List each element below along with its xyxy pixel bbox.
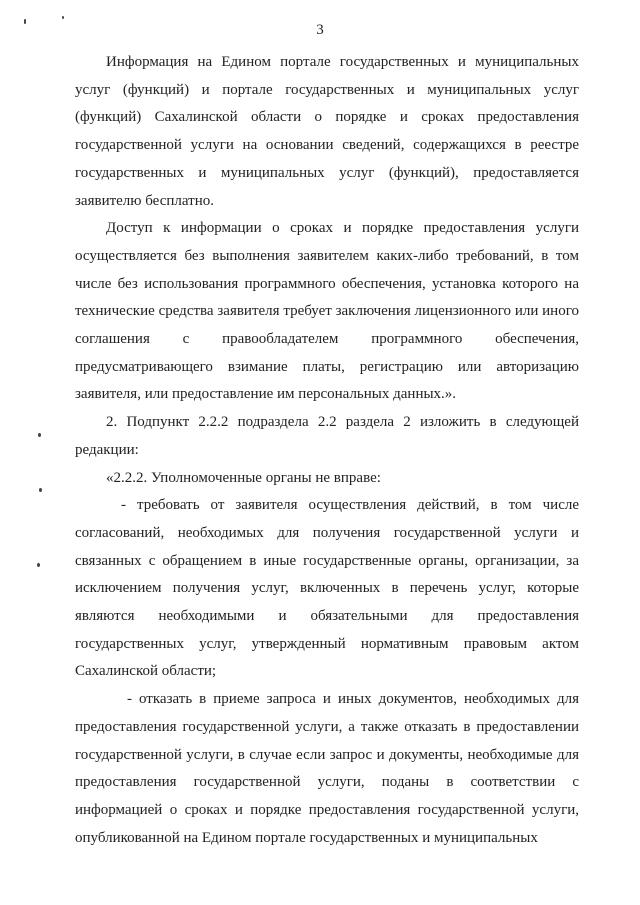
- scan-speck: [39, 488, 42, 492]
- scan-speck: [62, 16, 64, 19]
- paragraph-bullet-refuse: - отказать в приеме запроса и иных документов, необходимых для предоставления государственной услуги, а также отказать в предоставлении государственной услуги, в случае если запрос и документы, необходимые для предоставления государственной услуги, поданы в соответствии с информацией о сроках и порядке предоставления государственной услуги, опубликованной на Едином портале государственных и муниципальных: [75, 691, 579, 846]
- paragraph-subitem-amendment: 2. Подпункт 2.2.2 подраздела 2.2 раздела 2 изложить в следующей редакции:: [75, 414, 579, 458]
- paragraph-clause-heading: «2.2.2. Уполномоченные органы не вправе:: [106, 469, 381, 486]
- scan-speck: [24, 19, 26, 24]
- paragraph-portal-info: Информация на Едином портале государственных и муниципальных услуг (функций) и портале государственных и муниципальных услуг (функций) Сахалинской области о порядке и сроках предоставления государственной услуги на основании сведений, содержащихся в реестре государственных и муниципальных услуг (функций), предоставляется заявителю бесплатно.: [75, 54, 579, 209]
- paragraph-bullet-require: - требовать от заявителя осуществления действий, в том числе согласований, необходимых для получения государственной услуги и связанных с обращением в иные государственные органы, организации, за исключением получения услуг, включенных в перечень услуг, которые являются необходимыми и обязательными для предоставления государственных услуг, утвержденный нормативным правовым актом Сахалинской области;: [75, 497, 579, 680]
- document-body: [75, 49, 579, 852]
- page-number: 3: [316, 22, 324, 38]
- scan-speck: [37, 563, 40, 567]
- paragraph-access-info: Доступ к информации о сроках и порядке предоставления услуги осуществляется без выполнения заявителем каких-либо требований, в том числе без использования программного обеспечения, установка которого на технические средства заявителя требует заключения лицензионного или иного соглашения с правообладателем программного обеспечения, предусматривающего взимание платы, регистрацию или авторизацию заявителя, или предоставление им персональных данных.».: [75, 220, 579, 403]
- scan-speck: [38, 433, 41, 437]
